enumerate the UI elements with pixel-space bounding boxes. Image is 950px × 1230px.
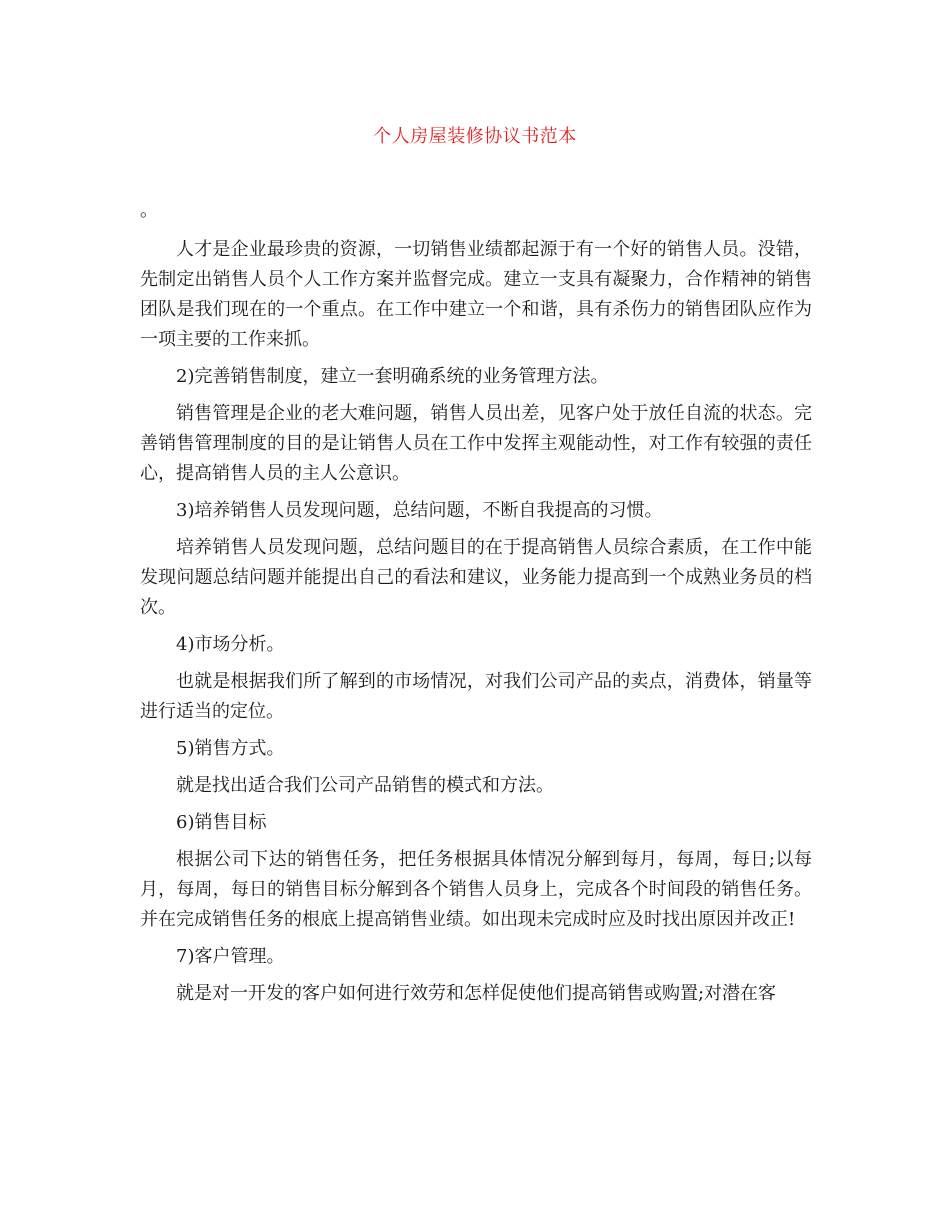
paragraph: 人才是企业最珍贵的资源，一切销售业绩都起源于有一个好的销售人员。没错，先制定出销售人员个人工作方案并监督完成。建立一支具有凝聚力，合作精神的销售团队是我们现在的一个重点。在工作中建立一个和谐，具有杀伤力的销售团队应作为一项主要的工作来抓。 bbox=[140, 239, 812, 350]
paragraph: 根据公司下达的销售任务，把任务根据具体情况分解到每月，每周，每日;以每月，每周，每日的销售目标分解到各个销售人员身上，完成各个时间段的销售任务。并在完成销售任务的根底上提高销售业绩。如出现未完成时应及时找出原因并改正! bbox=[140, 849, 812, 930]
section-heading: 2)完善销售制度，建立一套明确系统的业务管理方法。 bbox=[176, 366, 609, 387]
document-title: 个人房屋装修协议书范本 bbox=[373, 126, 577, 147]
paragraph: 就是找出适合我们公司产品销售的模式和方法。 bbox=[176, 775, 554, 796]
paragraph: 也就是根据我们所了解到的市场情况，对我们公司产品的卖点，消费体，销量等进行适当的定位。 bbox=[140, 671, 812, 722]
section-heading: 5)销售方式。 bbox=[176, 738, 285, 759]
paragraph: 就是对一开发的客户如何进行效劳和怎样促使他们提高销售或购置;对潜在客 bbox=[176, 983, 777, 1004]
document-body bbox=[140, 196, 812, 1016]
paragraph: 销售管理是企业的老大难问题，销售人员出差，见客户处于放任自流的状态。完善销售管理制度的目的是让销售人员在工作中发挥主观能动性，对工作有较强的责任心，提高销售人员的主人公意识。 bbox=[140, 403, 812, 484]
section-heading: 4)市场分析。 bbox=[176, 634, 285, 655]
section-heading: 7)客户管理。 bbox=[176, 946, 285, 967]
section-heading: 3)培养销售人员发现问题，总结问题，不断自我提高的习惯。 bbox=[176, 500, 663, 521]
paragraph: 。 bbox=[140, 200, 158, 221]
paragraph: 培养销售人员发现问题，总结问题目的在于提高销售人员综合素质，在工作中能发现问题总结问题并能提出自己的看法和建议，业务能力提高到一个成熟业务员的档次。 bbox=[140, 537, 812, 618]
section-heading: 6)销售目标 bbox=[176, 812, 267, 833]
